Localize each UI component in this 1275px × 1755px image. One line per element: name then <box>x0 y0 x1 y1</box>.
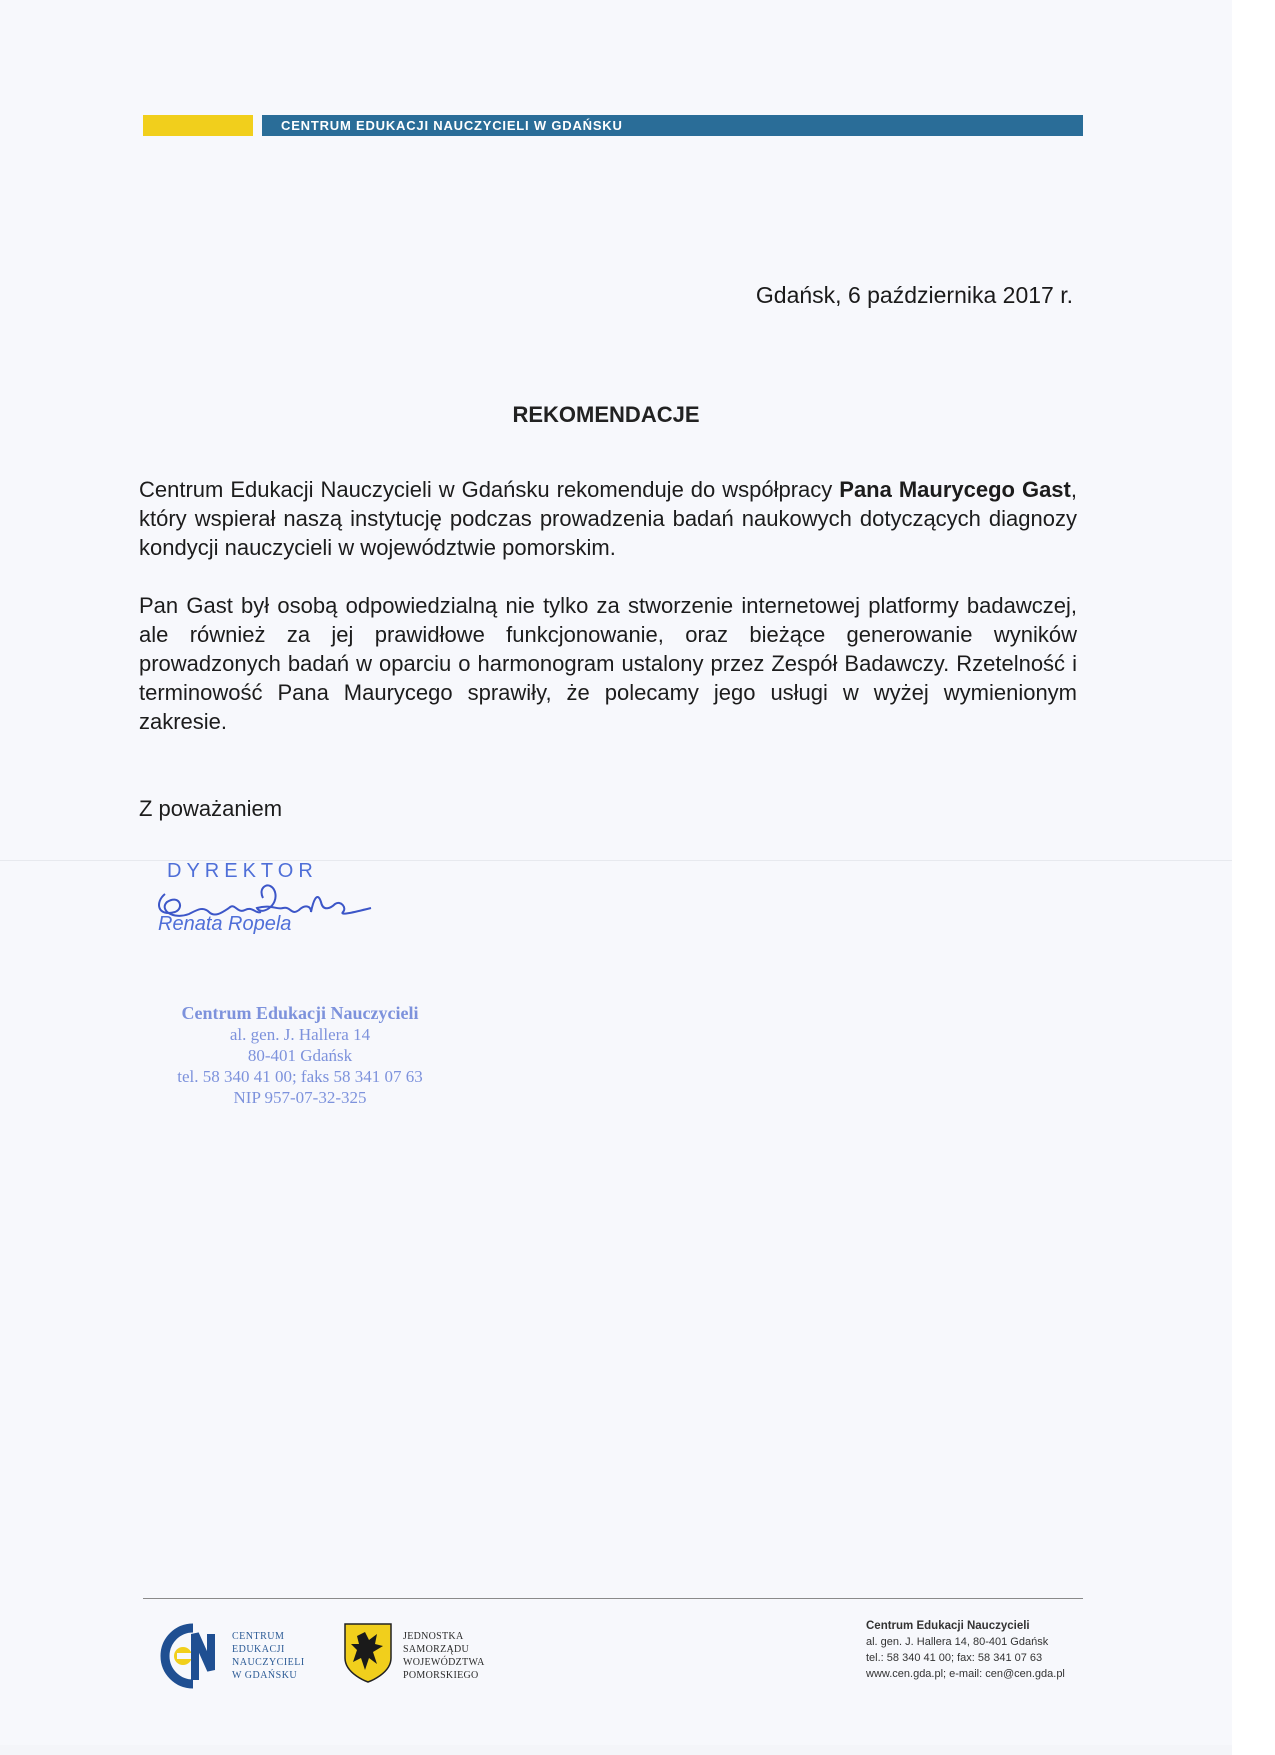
footer-divider <box>143 1598 1083 1599</box>
closing-phrase: Z poważaniem <box>139 796 283 821</box>
paragraph-2: Pan Gast był osobą odpowiedzialną nie tylko za stworzenie internetowej platformy badawczej, ale również za jej prawidłowe funkcjonowanie, oraz bieżące generowanie wyników prowadzonych badań w oparciu o harmonogram ustalony przez Zespół Badawczy. Rzetelność i terminowość Pana Maurycego sprawiły, że polecamy jego usługi w wyżej wymienionym zakresie. <box>139 593 1077 734</box>
recommended-person-name: Pana Maurycego Gast <box>839 477 1071 502</box>
pomorskie-coat-of-arms-icon <box>343 1622 393 1684</box>
para1-rest: , który wspierał naszą instytucję podczas prowadzenia badań naukowych dotyczących diagnozy kondycji nauczycieli w województwie pomorskim. <box>139 477 1077 560</box>
stamp-role: DYREKTOR <box>167 860 318 882</box>
contact-line: tel.: 58 340 41 00; fax: 58 341 07 63 <box>866 1652 1043 1664</box>
coat-text-line: WOJEWÓDZTWA <box>403 1657 485 1668</box>
address-stamp-line: 80-401 Gdańsk <box>247 1046 353 1065</box>
scan-edge <box>1232 0 1275 1755</box>
handwritten-signature <box>145 872 385 942</box>
cen-logo-icon <box>153 1620 225 1692</box>
contact-line: www.cen.gda.pl; e-mail: cen@cen.gda.pl <box>866 1668 1065 1680</box>
contact-line: al. gen. J. Hallera 14, 80-401 Gdańsk <box>866 1636 1049 1648</box>
cen-text-line: NAUCZYCIELI <box>232 1657 305 1668</box>
cen-text-line: EDUKACJI <box>232 1644 285 1655</box>
letter-title: REKOMENDACJE <box>512 402 700 427</box>
letter-date: Gdańsk, 6 października 2017 r. <box>755 282 1073 308</box>
cen-logo-text <box>232 1630 305 1682</box>
address-stamp-line: al. gen. J. Hallera 14 <box>229 1025 371 1044</box>
para1-intro: Centrum Edukacji Nauczycieli w Gdańsku rekomenduje do współpracy <box>139 477 840 502</box>
address-stamp-line: Centrum Edukacji Nauczycieli <box>181 1003 419 1023</box>
cen-text-line: W GDAŃSKU <box>232 1670 298 1681</box>
header-banner-text: CENTRUM EDUKACJI NAUCZYCIELI W GDAŃSKU <box>281 118 623 133</box>
address-stamp-line: NIP 957-07-32-325 <box>233 1088 367 1107</box>
header-yellow-bar <box>143 115 253 136</box>
coat-text-line: JEDNOSTKA <box>403 1631 464 1642</box>
footer-contact <box>866 1618 1065 1682</box>
coat-of-arms-text <box>403 1630 485 1682</box>
address-stamp <box>150 1003 450 1108</box>
contact-line: Centrum Edukacji Nauczycieli <box>866 1620 1030 1632</box>
cen-text-line: CENTRUM <box>232 1631 285 1642</box>
paragraph-1 <box>139 475 1077 562</box>
coat-text-line: SAMORZĄDU <box>403 1644 470 1655</box>
address-stamp-line: tel. 58 340 41 00; faks 58 341 07 63 <box>177 1067 423 1086</box>
coat-text-line: POMORSKIEGO <box>403 1670 479 1681</box>
letter-body <box>139 475 1077 736</box>
stamp-name: Renata Ropela <box>158 913 292 935</box>
